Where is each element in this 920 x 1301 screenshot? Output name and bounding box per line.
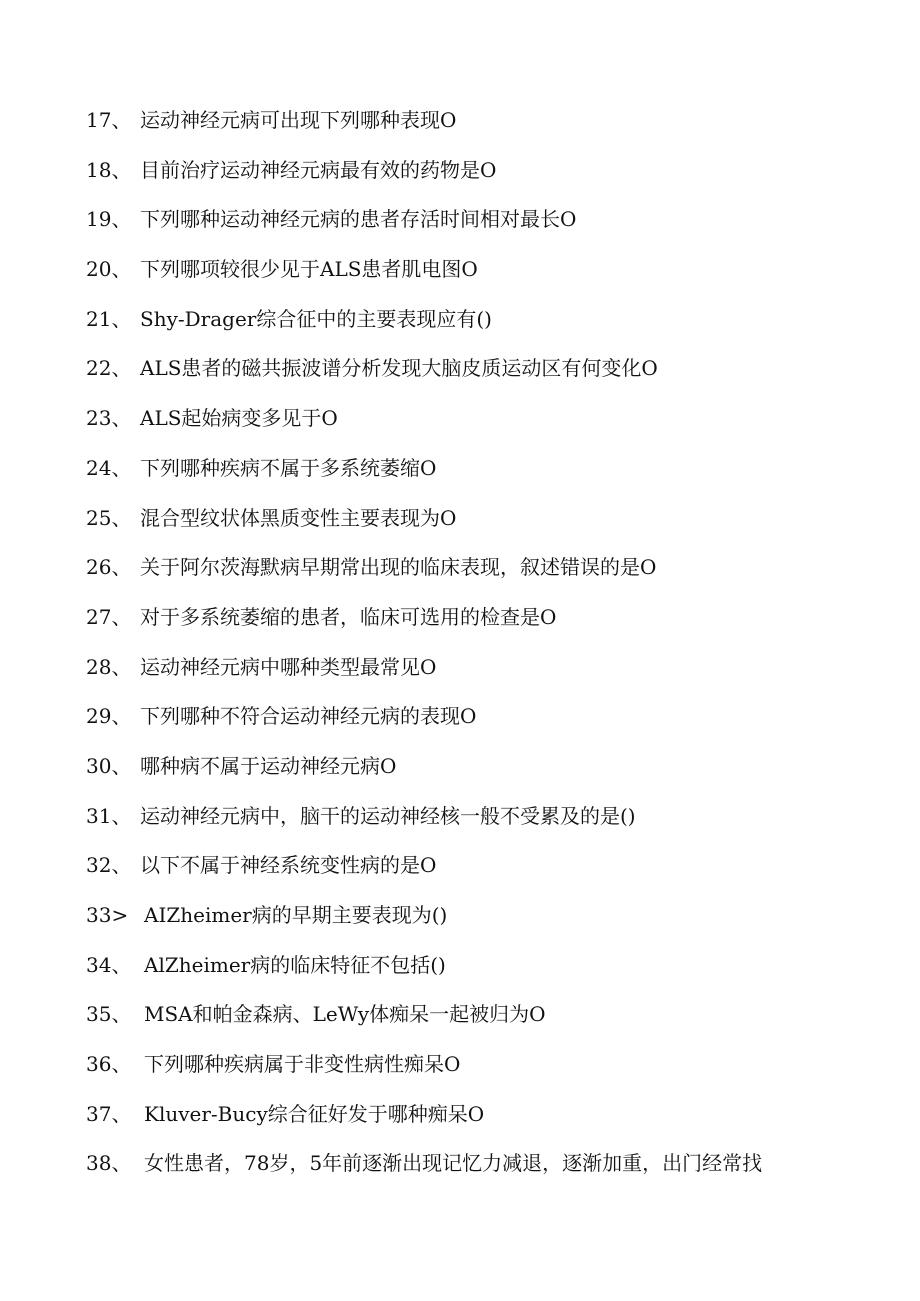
list-item [0,593,920,643]
question-text: 哪种病不属于运动神经元病O [140,753,397,778]
question-text: 下列哪种疾病属于非变性病性痴呆O [144,1052,461,1077]
list-item [0,1040,920,1090]
question-number: 19、 [86,207,132,232]
question-text: 下列哪种疾病不属于多系统萎缩O [140,455,437,480]
question-number: 23、 [86,406,132,431]
list-item [0,195,920,245]
question-number: 20、 [86,257,132,282]
question-text: 对于多系统萎缩的患者，临床可选用的检查是O [140,604,557,629]
question-text: ALS起始病变多见于O [140,406,338,431]
question-number: 38、 [86,1151,132,1176]
question-number: 36、 [86,1052,132,1077]
list-item [0,742,920,792]
list-item [0,792,920,842]
question-text: 关于阿尔茨海默病早期常出现的临床表现，叙述错误的是O [140,555,657,580]
list-item [0,990,920,1040]
question-number: 28、 [86,654,132,679]
question-text: Shy-Drager综合征中的主要表现应有() [140,306,492,331]
question-text: 以下不属于神经系统变性病的是O [140,853,437,878]
question-number: 33> [86,903,129,927]
question-number: 22、 [86,356,132,381]
list-item [0,643,920,693]
question-text: 运动神经元病中，脑干的运动神经核一般不受累及的是() [140,803,636,828]
question-text: Kluver-Bucy综合征好发于哪种痴呆O [144,1101,485,1126]
question-text: 混合型纹状体黑质变性主要表现为O [140,505,457,530]
list-item [0,891,920,941]
list-item [0,841,920,891]
question-list [0,96,920,1189]
question-number: 17、 [86,108,132,132]
question-text: AlZheimer病的临床特征不包括() [144,952,446,977]
question-number: 37、 [86,1101,132,1126]
question-number: 24、 [86,455,132,480]
question-number: 32、 [86,853,132,878]
list-item [0,295,920,345]
question-text: 下列哪种不符合运动神经元病的表现O [140,704,477,729]
question-number: 29、 [86,704,132,729]
question-number: 21、 [86,306,132,331]
question-text: 目前治疗运动神经元病最有效的药物是O [140,157,497,182]
list-item [0,444,920,494]
question-number: 31、 [86,803,132,828]
list-item [0,692,920,742]
question-text: 下列哪项较很少见于ALS患者肌电图O [140,257,478,282]
question-text: 运动神经元病中哪种类型最常见O [140,654,437,679]
question-number: 25、 [86,505,132,530]
question-text: 运动神经元病可出现下列哪种表现O [140,108,457,132]
question-number: 18、 [86,157,132,182]
question-number: 34、 [86,952,132,977]
question-text: MSA和帕金森病、LeWy体痴呆一起被归为O [144,1002,546,1027]
question-text: ALS患者的磁共振波谱分析发现大脑皮质运动区有何变化O [140,356,658,381]
list-item [0,1090,920,1140]
question-number: 26、 [86,555,132,580]
list-item [0,543,920,593]
question-number: 30、 [86,753,132,778]
list-item [0,245,920,295]
question-number: 35、 [86,1002,132,1027]
list-item [0,941,920,991]
question-number: 27、 [86,604,132,629]
list-item [0,344,920,394]
list-item [0,1139,920,1189]
list-item [0,394,920,444]
question-text: 女性患者，78岁，5年前逐渐出现记忆力减退，逐渐加重，出门经常找 [144,1151,763,1176]
question-text: 下列哪种运动神经元病的患者存活时间相对最长O [140,207,577,232]
list-item [0,146,920,196]
list-item [0,96,920,146]
list-item [0,494,920,544]
question-text: AIZheimer病的早期主要表现为() [144,903,448,927]
